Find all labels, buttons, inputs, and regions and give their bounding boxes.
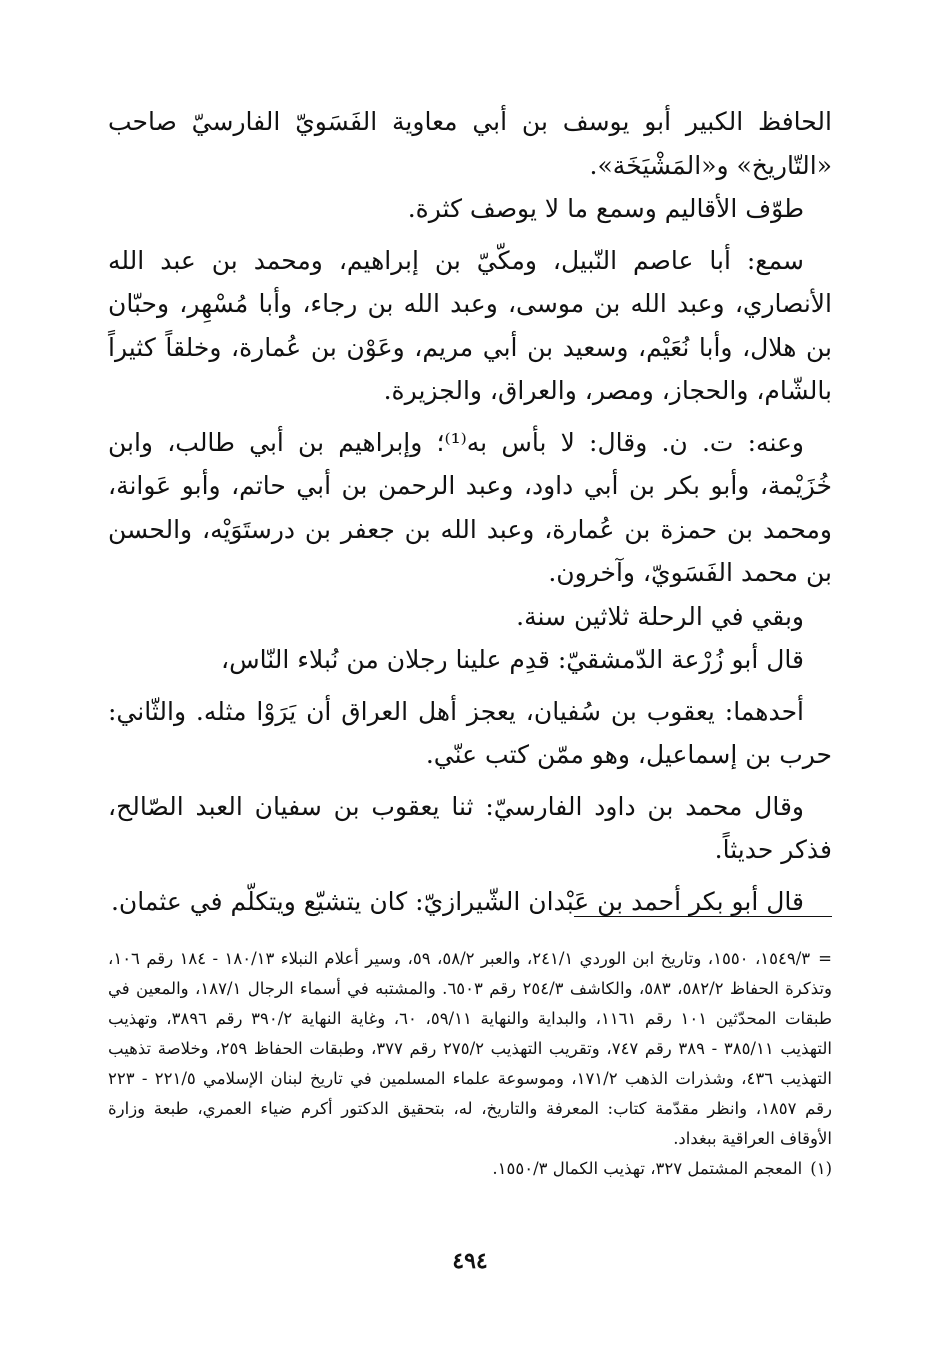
paragraph-heading-line: الحافظ الكبير أبو يوسف بن أبي معاوية الفَسَويّ الفارسيّ صاحب «التّاريخ» و«المَشْيَخَة». (108, 107, 832, 180)
paragraph-students: وعنه: ت. ن. وقال: لا بأس به⁽¹⁾؛ وإبراهيم بن أبي طالب، وابن خُزَيْمة، وأبو بكر بن أبي داود، وعبد الرحمن بن أبي حاتم، وأبو عَوانة، ومحمد بن حمزة بن عُمارة، وعبد الله بن جعفر بن درستَوَيْه، والحسن بن محمد الفَسَويّ، وآخرون. (108, 427, 832, 587)
footnote-divider (574, 916, 832, 917)
paragraph-travels: طوّف الأقاليم وسمع ما لا يوصف كثرة. (407, 194, 804, 223)
footnote-1-mark: (١) (810, 1159, 832, 1178)
footnote-1 (108, 1154, 832, 1184)
paragraph-teachers: سمع: أبا عاصم النّبيل، ومكّيّ بن إبراهيم، ومحمد بن عبد الله الأنصاري، وعبد الله بن موسى، وعبد الله بن رجاء، وأبا مُسْهِر، وحبّان بن هلال، وأبا نُعَيْم، وسعيد بن أبي مريم، وعَوْن بن عُمارة، وخلقاً كثيراً بالشّام، والحجاز، ومصر، والعراق، والجزيرة. (108, 245, 832, 405)
page-number: ٤٩٤ (452, 1248, 488, 1274)
footnote-continuation-mark: = (818, 949, 832, 968)
footnote-continuation (108, 944, 832, 1154)
paragraph-shirazi: قال أبو بكر أحمد بن عَبْدان الشّيرازيّ: كان يتشيّع ويتكلّم في عثمان. (110, 886, 804, 916)
main-text (108, 100, 832, 923)
footnote-1-text: المعجم المشتمل ٣٢٧، تهذيب الكمال ١٥٥٠/٣. (492, 1159, 803, 1178)
footnote-continuation-text: ١٥٤٩/٣، ١٥٥٠، وتاريخ ابن الوردي ٢٤١/١، والعبر ٥٨/٢، ٥٩، وسير أعلام النبلاء ١٨٠/١٣ - ١٨٤ رقم ١٠٦، وتذكرة الحفاظ ٥٨٢/٢، ٥٨٣، والكاشف ٢٥٤/٣ رقم ٦٥٠٣. والمشتبه في أسماء الرجال ١٨٧/١، والمعين في طبقات المحدّثين ١٠١ رقم ١١٦١، والبداية والنهاية ٥٩/١١، ٦٠، وغاية النهاية ٣٩٠/٢ رقم ٣٨٩٦، وتهذيب التهذيب ٣٨٥/١١ - ٣٨٩ رقم ٧٤٧، وتقريب التهذيب ٢٧٥/٢ رقم ٣٧٧، وطبقات الحفاظ ٢٥٩، وخلاصة تذهيب التهذيب ٤٣٦، وشذرات الذهب ١٧١/٢، وموسوعة علماء المسلمين في تاريخ لبنان الإسلامي ٢٢١/٥ - ٢٢٣ رقم ١٨٥٧، وانظر مقدّمة كتاب: المعرفة والتاريخ، له، بتحقيق الدكتور أكرم ضياء العمري، طبعة وزارة الأوقاف العراقية ببغداد. (108, 949, 833, 1148)
footnotes (108, 944, 832, 1184)
paragraph-journey: وبقي في الرحلة ثلاثين سنة. (516, 601, 804, 631)
paragraph-abu-zura: قال أبو زُرْعة الدّمشقيّ: قدِم علينا رجلان من نُبلاء النّاس، (221, 645, 804, 674)
paragraph-ibn-dawud: وقال محمد بن داود الفارسيّ: ثنا يعقوب بن سفيان العبد الصّالح، فذكر حديثاً. (108, 791, 832, 864)
paragraph-two-men: أحدهما: يعقوب بن سُفيان، يعجز أهل العراق أن يَرَوْا مثله. والثّاني: حرب بن إسماعيل، وهو ممّن كتب عنّي. (108, 696, 832, 769)
